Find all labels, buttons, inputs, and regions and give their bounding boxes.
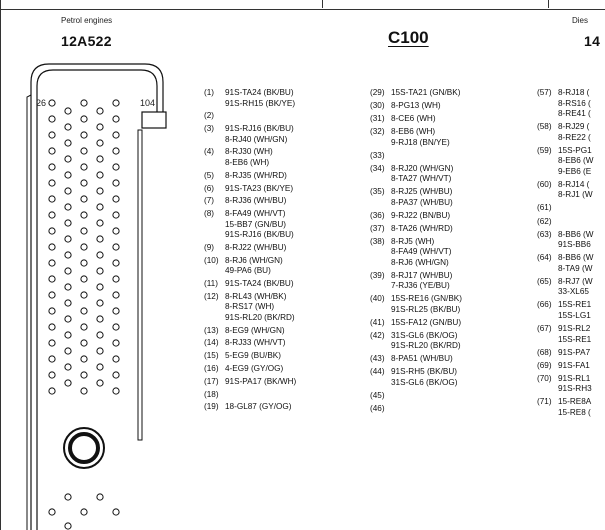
pin-hole [97,156,103,162]
wire-circuit: 9-EB6 (E [558,166,592,176]
petrol-engines-label: Petrol engines [61,16,113,25]
wire-circuit: 8-RJ22 (WH/BU) [225,242,287,252]
pin-hole [65,268,71,274]
pin-number: (46) [370,403,385,413]
pin-number: (35) [370,187,385,196]
pin-number: (65) [537,276,552,286]
pin-hole [97,188,103,194]
wire-circuit: 8-FA49 (WH/VT) [391,247,452,256]
pin-label-left: 26 [36,98,47,108]
pin-hole [113,244,119,250]
pin-hole [97,380,103,386]
keying-ring [64,428,104,468]
wire-circuit: 15S-LG1 [558,310,591,320]
pin-hole [113,116,119,122]
pin-hole [65,108,71,114]
pin-number: (64) [537,253,552,263]
pin-number: (68) [537,347,552,357]
pin-hole [49,372,55,378]
pin-hole [113,388,119,394]
pin-hole [65,523,71,529]
pin-hole [97,364,103,370]
wire-circuit: 15S-RE1 [558,300,592,310]
pin-hole [65,220,71,226]
pin-hole [65,364,71,370]
pin-number: (5) [204,170,215,180]
pin-hole [65,188,71,194]
pin-hole [113,212,119,218]
pin-number: (37) [370,223,385,233]
wire-circuit: 8-RJ7 (W [558,276,593,286]
connector-diagram [0,0,200,530]
pin-hole [49,180,55,186]
pin-number: (8) [204,209,215,219]
wire-circuit: 8-RS16 ( [558,98,591,108]
pin-hole [113,276,119,282]
pin-hole [65,172,71,178]
pin-hole [81,180,87,186]
pin-hole [65,300,71,306]
wire-circuit: 31S-GL6 (BK/OG) [391,377,458,387]
wire-circuit: 91S-TA24 (BK/BU) [225,279,294,288]
pin-hole [49,356,55,362]
wire-circuit: 8-RJ36 (WH/BU) [225,196,287,206]
pin-hole [113,148,119,154]
pin-hole [49,260,55,266]
wire-circuit: 8-RJ1 (W [558,190,593,200]
connector-id: C100 [388,28,429,47]
pin-number: (67) [537,324,552,333]
pin-number: (38) [370,236,385,246]
frame-divider-a [322,0,323,8]
pin-hole [49,100,55,106]
pin-hole [97,284,103,290]
pin-hole [113,292,119,298]
pin-hole [65,284,71,290]
pin-hole [97,332,103,338]
pin-hole [81,308,87,314]
pin-hole [65,380,71,386]
pin-hole [97,316,103,322]
pin-hole [113,340,119,346]
wire-circuit: 15S-PG1 [558,145,592,155]
pin-number: (34) [370,163,385,173]
wire-circuit: 8-RJ5 (WH) [391,236,435,246]
pin-hole [65,348,71,354]
pin-hole [113,180,119,186]
pin-hole [81,509,87,515]
pin-hole [113,196,119,202]
frame-divider-b [548,0,549,8]
wire-circuit: 8-RL43 (WH/BK) [225,291,287,301]
pin-number: (11) [204,279,218,288]
pin-hole [65,252,71,258]
wire-circuit: 91S-TA24 (BK/BU) [225,88,294,97]
pin-hole [49,228,55,234]
wire-circuit: 8-EB6 (WH) [225,157,270,167]
pin-hole [97,236,103,242]
pin-number: (12) [204,291,219,301]
wire-circuit: 4-EG9 (GY/OG) [225,364,284,373]
pin-hole [81,356,87,362]
pin-hole [65,316,71,322]
wire-circuit: 31S-GL6 (BK/OG) [391,330,458,340]
wire-circuit: 91S-FA1 [558,360,590,370]
wire-circuit: 15S-FA12 (GN/BU) [391,317,462,327]
pin-number: (19) [204,402,219,412]
wire-circuit: 91S-TA23 (BK/YE) [225,183,294,193]
pin-hole [81,276,87,282]
wire-circuit: 8-BB6 (W [558,229,594,239]
pin-hole [113,372,119,378]
pin-hole [49,308,55,314]
pin-hole [49,324,55,330]
pin-number: (1) [204,88,215,97]
pin-label-right: 104 [140,98,156,108]
pin-number: (42) [370,330,385,340]
pin-hole [113,100,119,106]
wire-circuit: 91S-RH3 [558,384,592,394]
wire-circuit: 9-RJ22 (BN/BU) [391,210,451,220]
pin-hole [49,388,55,394]
wire-circuit: 8-PA51 (WH/BU) [391,354,453,363]
pin-hole [81,244,87,250]
pin-hole [49,132,55,138]
pin-hole [81,116,87,122]
wire-circuit: 8-PG13 (WH) [391,101,441,110]
wire-circuit: 8-FA49 (WH/VT) [225,209,286,219]
wire-circuit: 91S-RL25 (BK/BU) [391,304,461,314]
wire-circuit: 8-RJ33 (WH/VT) [225,338,286,348]
wire-circuit: 91S-RL20 (BK/RD) [391,341,461,350]
pin-number: (13) [204,325,219,335]
wire-circuit: 33-XL65 [558,287,589,297]
wire-circuit: 15-RE8 ( [558,407,591,417]
pin-number: (59) [537,145,552,155]
pin-number: (16) [204,364,219,373]
wire-circuit: 8-EB6 (W [558,156,594,166]
diesel-part-code: 14 [584,33,601,49]
pin-number: (2) [204,111,215,121]
pin-hole [97,220,103,226]
pin-hole [49,212,55,218]
pin-hole [113,509,119,515]
pin-number: (31) [370,114,385,123]
pin-number: (3) [204,124,215,134]
pin-number: (14) [204,338,219,348]
pin-hole [49,509,55,515]
pin-number: (66) [537,300,552,310]
pin-hole [81,196,87,202]
pin-hole [81,292,87,298]
diesel-engines-label: Dies [572,16,589,25]
pin-hole [81,100,87,106]
pin-hole [65,140,71,146]
pin-number: (30) [370,101,385,110]
pin-number: (45) [370,390,385,400]
wire-circuit: 7-RJ36 (YE/BU) [391,281,450,290]
pin-hole [113,308,119,314]
pin-hole [97,348,103,354]
pin-hole [49,164,55,170]
wire-circuit: 15S-RE16 (GN/BK) [391,294,462,303]
wire-circuit: 91S-RH5 (BK/BU) [391,367,457,376]
wire-circuit: 8-CE6 (WH) [391,114,436,123]
pin-number: (4) [204,147,215,157]
wire-circuit: 8-PA37 (WH/BU) [391,197,453,207]
pin-number: (69) [537,360,552,370]
pin-hole [49,244,55,250]
pin-hole [49,340,55,346]
pin-number: (63) [537,229,552,239]
pin-hole [81,260,87,266]
pin-hole [113,356,119,362]
pin-hole [65,236,71,242]
pin-number: (61) [537,203,552,213]
pin-hole [81,324,87,330]
pin-number: (10) [204,255,219,265]
petrol-part-code: 12A522 [61,33,112,49]
pin-hole [97,494,103,500]
pin-hole [81,148,87,154]
wire-circuit: 8-RJ18 ( [558,88,590,97]
pin-hole [65,156,71,162]
wire-circuit: 8-BB6 (W [558,253,594,263]
wire-circuit: 8-RJ40 (WH/GN) [225,134,288,144]
wire-circuit: 8-RE22 ( [558,132,591,142]
wire-circuit: 5-EG9 (BU/BK) [225,351,281,361]
pin-hole [49,276,55,282]
wire-circuit: 8-RJ35 (WH/RD) [225,170,287,180]
wire-circuit: 8-RJ6 (WH/GN) [391,257,449,267]
wire-circuit: 8-RJ6 (WH/GN) [225,255,283,265]
pin-number: (60) [537,179,552,189]
pin-number: (29) [370,88,385,97]
pin-hole [81,212,87,218]
wire-circuit: 91S-RL20 (BK/RD) [225,312,295,322]
pin-number: (71) [537,397,552,407]
pin-number: (70) [537,373,552,383]
pin-hole [97,172,103,178]
wire-circuit: 9-RJ18 (BN/YE) [391,137,450,147]
wire-circuit: 8-RJ29 ( [558,122,590,132]
pin-hole [97,252,103,258]
pin-hole [81,164,87,170]
pin-number: (7) [204,196,215,206]
wire-circuit: 8-RJ30 (WH) [225,147,273,157]
pin-hole [81,388,87,394]
wire-circuit: 15-BB7 (GN/BU) [225,219,286,229]
wire-circuit: 91S-RL2 [558,324,591,333]
pin-hole [65,124,71,130]
pin-hole [49,196,55,202]
pin-hole [49,116,55,122]
wire-circuit: 8-RJ17 (WH/BU) [391,270,453,280]
wire-circuit: 91S-PA17 (BK/WH) [225,376,297,386]
pin-hole [113,324,119,330]
wire-circuit: 15S-TA21 (GN/BK) [391,88,461,97]
wire-circuit: 8-EB6 (WH) [391,127,436,136]
wire-circuit: 91S-RJ16 (BK/BU) [225,124,294,134]
pin-number: (39) [370,270,385,280]
pin-number: (33) [370,150,385,160]
wire-circuit: 91S-RJ16 (BK/BU) [225,230,294,240]
wire-circuit: 8-RJ25 (WH/BU) [391,187,453,196]
pin-number: (62) [537,216,552,226]
wire-circuit: 15S-RE1 [558,334,592,344]
pin-hole [97,140,103,146]
wire-circuit: 91S-RL1 [558,373,591,383]
wire-circuit: 91S-BB6 [558,240,591,250]
pin-hole [97,268,103,274]
wire-circuit: 8-RJ14 ( [558,179,590,189]
wire-circuit: 8-TA27 (WH/VT) [391,174,452,183]
wire-circuit: 8-EG9 (WH/GN) [225,325,285,335]
pin-number: (9) [204,242,215,252]
pin-number: (58) [537,122,552,132]
pin-number: (40) [370,294,385,303]
pin-hole [97,300,103,306]
pin-hole [113,260,119,266]
wire-circuit: 15-RE8A [558,397,592,407]
pin-number: (36) [370,210,385,220]
pin-hole [65,332,71,338]
pin-number: (57) [537,88,552,97]
pin-hole [97,204,103,210]
pin-hole [97,124,103,130]
wire-circuit: 91S-RH15 (BK/YE) [225,98,296,108]
wire-circuit: 8-RS17 (WH) [225,302,275,312]
pin-hole [97,108,103,114]
pin-number: (6) [204,183,215,193]
pin-hole [65,204,71,210]
wire-circuit: 8-RJ20 (WH/GN) [391,163,454,173]
wire-circuit: 49-PA6 (BU) [225,266,271,276]
wire-circuit: 91S-PA7 [558,347,591,357]
wire-circuit: 8-TA26 (WH/RD) [391,223,453,233]
pin-number: (41) [370,317,385,327]
pin-hole [81,340,87,346]
pin-number: (17) [204,376,219,386]
pin-hole [113,164,119,170]
pin-hole [49,148,55,154]
wire-circuit: 8-TA9 (W [558,263,593,273]
pin-hole [81,372,87,378]
pin-hole [65,494,71,500]
pin-number: (44) [370,367,385,376]
pin-number: (18) [204,389,219,399]
pin-hole [81,132,87,138]
pin-hole [49,292,55,298]
pin-number: (32) [370,127,385,136]
pin-hole [113,228,119,234]
pin-hole [81,228,87,234]
wire-circuit: 18-GL87 (GY/OG) [225,402,292,412]
pin-number: (43) [370,354,385,363]
pin-hole [113,132,119,138]
wire-circuit: 8-RE41 ( [558,109,591,118]
pin-number: (15) [204,351,219,361]
